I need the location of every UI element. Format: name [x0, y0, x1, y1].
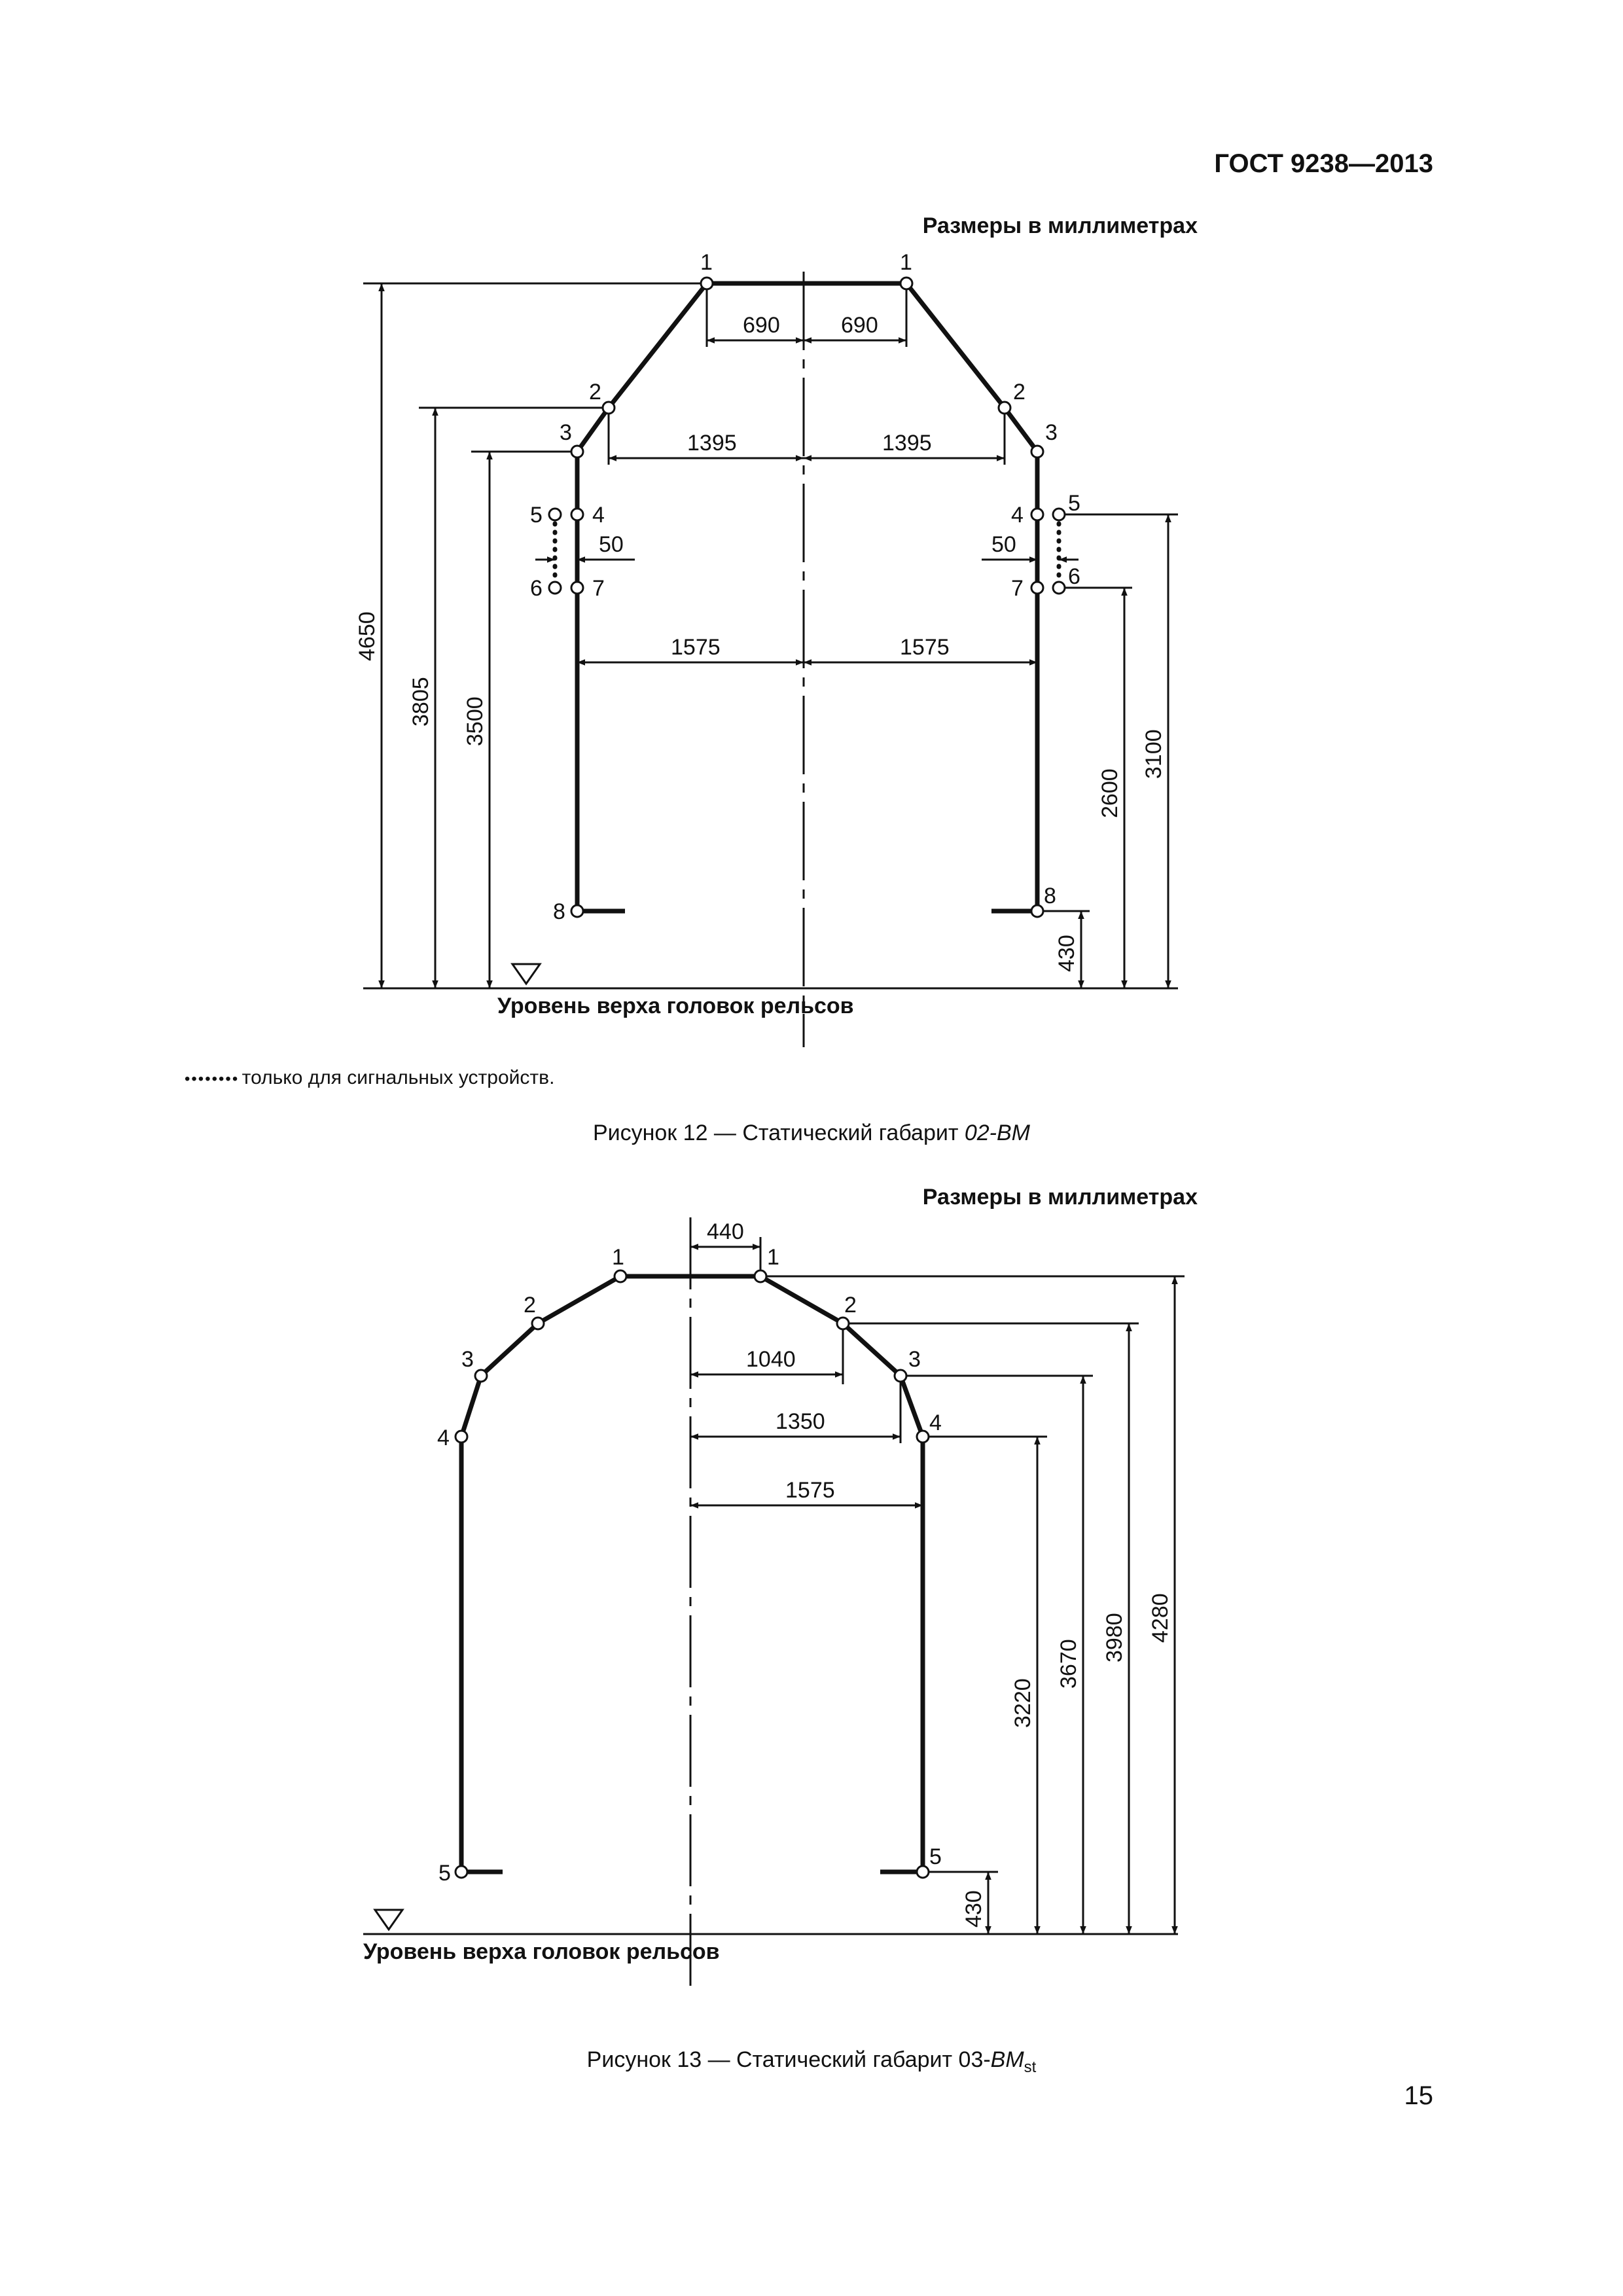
fig12-point-3-left	[571, 446, 583, 457]
fig12-point-5-right	[1053, 509, 1065, 520]
fig13-label-5-right: 5	[929, 1844, 942, 1869]
fig13-label-2-right: 2	[844, 1293, 857, 1318]
fig12-dim-3500: 3500	[463, 696, 488, 746]
fig12-gauge-outline-left	[577, 283, 804, 911]
fig13-point-2-right	[837, 1318, 849, 1329]
fig13-dim-1575: 1575	[785, 1478, 835, 1503]
fig13-dim-430: 430	[961, 1890, 986, 1928]
fig12-point-2-right	[999, 402, 1010, 414]
fig12-point-5-left	[549, 509, 561, 520]
fig13-point-4-right	[917, 1431, 929, 1443]
fig13-label-1-right: 1	[767, 1245, 779, 1270]
fig13-caption-subscript: st	[1024, 2058, 1037, 2076]
fig12-point-7-right	[1031, 582, 1043, 594]
fig13-dim-1350: 1350	[776, 1409, 825, 1434]
fig12-label-7-left: 7	[592, 576, 605, 601]
page-number: 15	[1404, 2081, 1433, 2110]
fig12-caption-name: 02-ВМ	[964, 1121, 1030, 1145]
fig13-caption	[0, 2047, 1623, 2077]
fig13-point-1-left	[615, 1270, 626, 1282]
fig12-dim-1395-right: 1395	[882, 431, 932, 456]
fig13-label-4-right: 4	[929, 1410, 942, 1435]
fig13-label-2-left: 2	[524, 1293, 536, 1318]
fig13-caption-prefix: Рисунок 13 — Статический габарит 03-	[586, 2047, 991, 2072]
fig12-caption-prefix: Рисунок 12 — Статический габарит	[592, 1121, 965, 1145]
fig12-dim-1575-left: 1575	[671, 635, 721, 660]
fig12-legend-text: только для сигнальных устройств.	[241, 1067, 555, 1088]
fig13-point-5-right	[917, 1866, 929, 1878]
fig12-label-7-right: 7	[1011, 576, 1024, 601]
fig12-label-6-left: 6	[530, 576, 543, 601]
fig12-legend-symbol: ••••••••	[185, 1070, 240, 1088]
fig13-label-1-left: 1	[612, 1245, 624, 1270]
fig13-label-3-left: 3	[461, 1347, 474, 1372]
fig13-point-3-right	[895, 1370, 906, 1382]
fig12-dim-690-left: 690	[743, 313, 780, 338]
fig12-units-note: Размеры в миллиметрах	[922, 213, 1198, 238]
fig12-caption	[0, 1121, 1623, 1146]
fig12-dim-1395-left: 1395	[687, 431, 737, 456]
fig13-rail-level-label: Уровень верха головок рельсов	[363, 1939, 720, 1964]
figure-12-diagram	[0, 0, 1623, 1086]
fig13-point-4-left	[455, 1431, 467, 1443]
fig12-dim-1575-right: 1575	[900, 635, 950, 660]
fig12-point-4-left	[571, 509, 583, 520]
fig12-gauge-outline-right	[804, 283, 1037, 911]
fig13-gauge-outline-left	[461, 1276, 690, 1872]
fig12-dim-430: 430	[1054, 935, 1079, 972]
fig13-label-3-right: 3	[908, 1347, 921, 1372]
fig12-label-8-left: 8	[553, 899, 565, 924]
fig13-point-5-left	[455, 1866, 467, 1878]
fig12-extension-lines	[363, 283, 1178, 911]
fig13-dim-3220: 3220	[1010, 1678, 1035, 1728]
fig13-dim-3670: 3670	[1056, 1639, 1081, 1689]
figure-13-diagram	[0, 1178, 1623, 2029]
fig12-point-2-left	[603, 402, 615, 414]
fig12-label-5-left: 5	[530, 503, 543, 528]
fig13-point-2-left	[532, 1318, 544, 1329]
fig12-dim-3100: 3100	[1141, 729, 1166, 779]
fig13-units-note: Размеры в миллиметрах	[922, 1185, 1198, 1210]
fig13-rail-level-symbol	[375, 1910, 402, 1929]
fig12-point-6-left	[549, 582, 561, 594]
fig13-caption-name: ВМ	[990, 2047, 1024, 2072]
fig12-dim-690-right: 690	[841, 313, 878, 338]
fig12-point-1-left	[701, 278, 713, 289]
fig12-point-8-left	[571, 905, 583, 917]
fig13-gauge-outline-right	[690, 1276, 923, 1872]
fig12-point-6-right	[1053, 582, 1065, 594]
fig12-point-1-right	[901, 278, 912, 289]
fig12-dim-50-left: 50	[599, 532, 624, 557]
fig13-dim-1040: 1040	[746, 1347, 796, 1372]
fig12-dim-4650: 4650	[355, 611, 380, 661]
fig13-dim-3980: 3980	[1102, 1613, 1127, 1662]
fig13-point-1-right	[755, 1270, 766, 1282]
fig12-label-2-left: 2	[589, 380, 601, 404]
fig13-extension-lines	[760, 1237, 1185, 1872]
fig12-dim-50-right: 50	[991, 532, 1016, 557]
fig12-dim-3805: 3805	[408, 677, 433, 726]
fig13-label-4-left: 4	[437, 1426, 450, 1450]
fig12-label-6-right: 6	[1068, 564, 1080, 589]
fig12-label-2-right: 2	[1013, 380, 1026, 404]
fig13-point-3-left	[475, 1370, 487, 1382]
fig12-rail-level-symbol	[512, 964, 540, 984]
fig12-dim-2600: 2600	[1097, 768, 1122, 818]
fig13-label-5-left: 5	[438, 1861, 451, 1886]
fig13-dim-440: 440	[707, 1219, 744, 1244]
fig12-label-4-right: 4	[1011, 503, 1024, 528]
fig12-label-1-right: 1	[900, 250, 912, 275]
fig12-label-4-left: 4	[592, 503, 605, 528]
document-header: ГОСТ 9238—2013	[1214, 149, 1433, 178]
fig12-point-8-right	[1031, 905, 1043, 917]
fig12-point-4-right	[1031, 509, 1043, 520]
fig12-legend	[185, 1067, 554, 1089]
fig12-label-5-right: 5	[1068, 491, 1080, 516]
fig12-label-1-left: 1	[700, 250, 713, 275]
fig12-point-7-left	[571, 582, 583, 594]
fig12-label-3-left: 3	[560, 420, 572, 445]
fig12-point-3-right	[1031, 446, 1043, 457]
fig12-label-3-right: 3	[1045, 420, 1058, 445]
fig13-dim-4280: 4280	[1148, 1593, 1173, 1643]
fig12-rail-level-label: Уровень верха головок рельсов	[497, 994, 854, 1018]
fig12-label-8-right: 8	[1044, 884, 1056, 908]
